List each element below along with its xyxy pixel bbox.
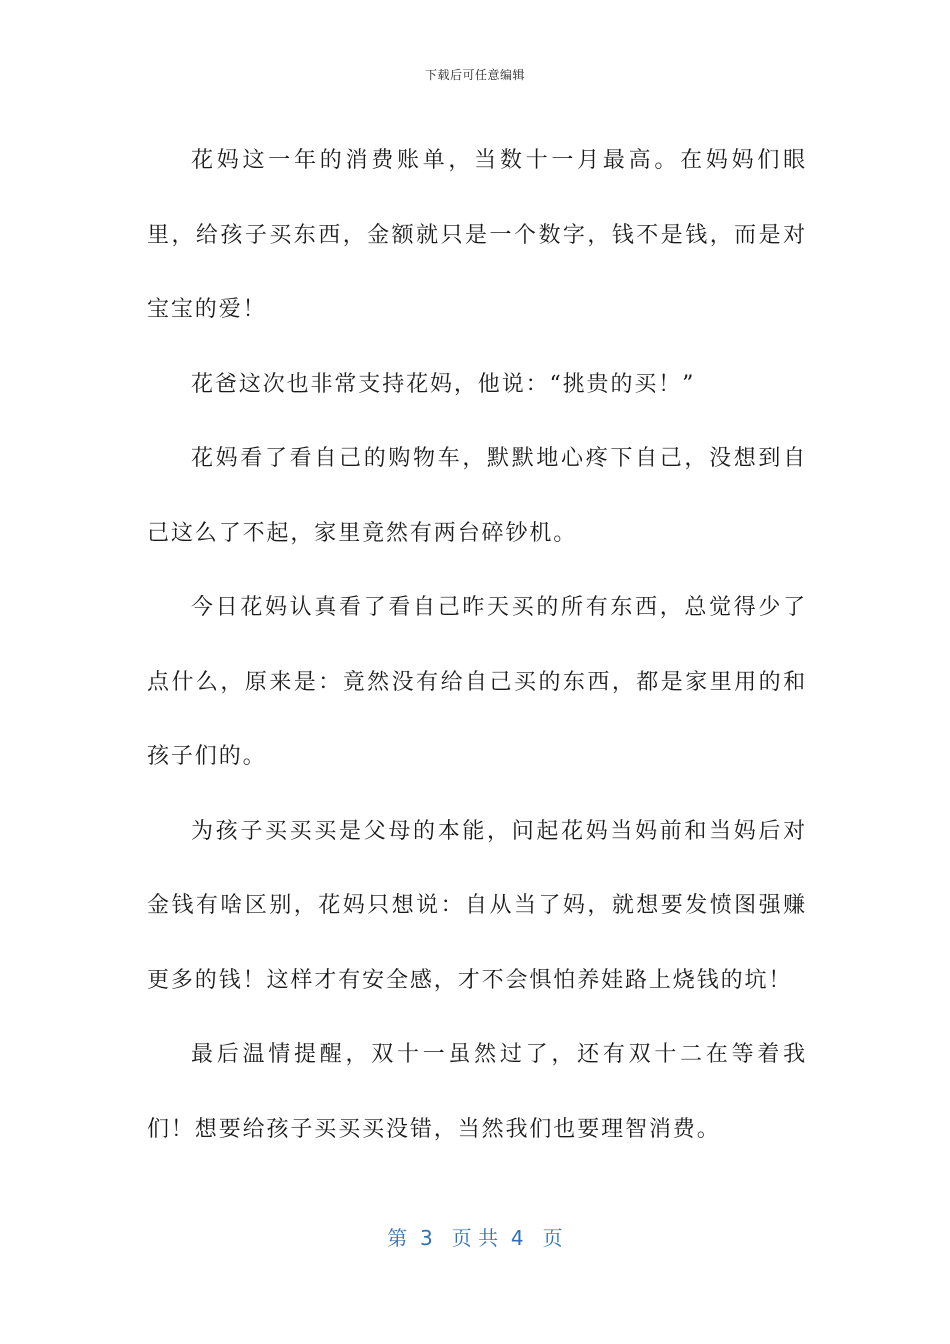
paragraph: 为孩子买买买是父母的本能，问起花妈当妈前和当妈后对金钱有啥区别，花妈只想说：自从当了妈，就想要发愤图强赚更多的钱！这样才有安全感，才不会惧怕养娃路上烧钱的坑！	[147, 818, 807, 993]
page-number-footer: 第 3 页 共 4 页	[387, 1226, 563, 1250]
document-body	[147, 124, 807, 1167]
paragraph: 花妈这一年的消费账单，当数十一月最高。在妈妈们眼里，给孩子买东西，金额就只是一个数字，钱不是钱，而是对宝宝的爱！	[147, 148, 807, 322]
paragraph: 花妈看了看自己的购物车，默默地心疼下自己，没想到自己这么了不起，家里竟然有两台碎钞机。	[147, 446, 807, 546]
paragraph: 花爸这次也非常支持花妈，他说：“挑贵的买！”	[191, 371, 696, 397]
paragraph: 最后温情提醒，双十一虽然过了，还有双十二在等着我们！想要给孩子买买买没错，当然我们也要理智消费。	[147, 1042, 807, 1142]
paragraph: 今日花妈认真看了看自己昨天买的所有东西，总觉得少了点什么，原来是：竟然没有给自己买的东西，都是家里用的和孩子们的。	[147, 595, 807, 769]
page-header: 下载后可任意编辑	[424, 68, 525, 82]
